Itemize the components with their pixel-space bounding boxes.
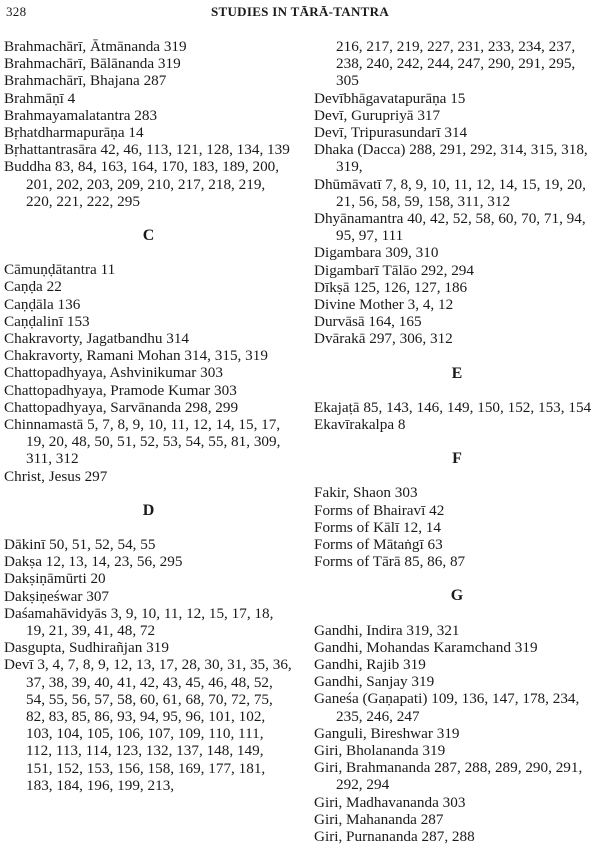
index-section-letter: F [452, 450, 462, 468]
index-entry: Devī, Tripurasundarī 314 [314, 124, 468, 142]
index-section-letter: C [142, 227, 155, 245]
index-entry: Giri, Purnananda 287, 288 [314, 828, 475, 845]
index-entry: Caṇḍa 22 [4, 278, 62, 296]
index-entry: Devī, Gurupriyā 317 [314, 106, 441, 124]
index-entry: Buddha 83, 84, 163, 164, 170, 183, 189, 200, 201, 202, 203, 209, 210, 217, 218, 219, 220, 221, 222, 295 [4, 158, 280, 210]
index-column-right [314, 38, 600, 845]
index-entry: Dhyānamantra 40, 42, 52, 58, 60, 70, 71, 94, 95, 97, 111 [314, 210, 586, 245]
index-section-letter: D [142, 501, 155, 519]
index-entry: Bṛhatdharmapurāṇa 14 [4, 124, 144, 142]
index-entry: Caṇḍalinī 153 [4, 312, 90, 330]
index-entry: Gandhi, Rajib 319 [314, 656, 426, 674]
page-number: 328 [6, 4, 27, 19]
index-entry: Ekavīrakalpa 8 [314, 416, 406, 434]
index-entry: Divine Mother 3, 4, 12 [314, 296, 454, 314]
index-entry: Brahmachārī, Ātmānanda 319 [4, 38, 187, 55]
index-entry: Dakṣiṇāmūrti 20 [4, 570, 106, 588]
index-entry: Devī 3, 4, 7, 8, 9, 12, 13, 17, 28, 30, 31, 35, 36, 37, 38, 39, 40, 41, 42, 43, 45, 46, 48, 52, 54, 55, 56, 57, 58, 60, 61, 68, 70, 72, 75, 82, 83, 85, 86, 93, 94, 95, 96, 101, 102, 103, 104, 105, 106, 107, 109, 110, 111, 112, 113, 114, 123, 132, 137, 148, 149, 151, 152, 153, 156, 158, 169, 177, 181, 183, 184, 196, 199, 213, [4, 656, 292, 794]
index-section-letter: E [451, 364, 463, 382]
index-entry: Gandhi, Sanjay 319 [314, 673, 435, 691]
index-entry: Dakṣiṇeśwar 307 [4, 587, 110, 605]
index-entry: Chakravorty, Jagatbandhu 314 [4, 330, 190, 348]
index-entry: Forms of Bhairavī 42 [314, 501, 445, 519]
index-entry: Giri, Brahmananda 287, 288, 289, 290, 291, 292, 294 [314, 759, 583, 794]
index-entry: Gandhi, Indira 319, 321 [314, 621, 460, 639]
index-entry: Cāmuṇḍātantra 11 [4, 261, 116, 279]
index-entry: Dasgupta, Sudhirañjan 319 [4, 639, 169, 657]
index-entry: Giri, Mahananda 287 [314, 810, 444, 828]
index-entry: Chakravorty, Ramani Mohan 314, 315, 319 [4, 347, 268, 365]
index-entry: Dvārakā 297, 306, 312 [314, 330, 453, 348]
index-entry: Christ, Jesus 297 [4, 467, 108, 485]
index-entry: Ganguli, Bireshwar 319 [314, 724, 460, 742]
index-entry: Durvāsā 164, 165 [314, 313, 422, 331]
index-entry: Dakṣa 12, 13, 14, 23, 56, 295 [4, 553, 183, 571]
index-entry: Digambarī Tālāo 292, 294 [314, 261, 474, 279]
index-entry: Giri, Madhavananda 303 [314, 793, 466, 811]
index-entry: Forms of Kālī 12, 14 [314, 518, 441, 536]
page-header [6, 4, 594, 24]
index-entry: Brahmāṇī 4 [4, 89, 76, 107]
index-entry: Giri, Bholananda 319 [314, 742, 446, 760]
index-entry: Dhūmāvatī 7, 8, 9, 10, 11, 12, 14, 15, 19, 20, 21, 56, 58, 59, 158, 311, 312 [314, 175, 586, 210]
index-entry: Dhaka (Dacca) 288, 291, 292, 314, 315, 318, 319, [314, 141, 588, 176]
index-entry: Dākinī 50, 51, 52, 54, 55 [4, 536, 156, 554]
running-title: STUDIES IN TĀRĀ-TANTRA [210, 4, 390, 19]
index-entry: Brahmayamalatantra 283 [4, 106, 158, 124]
index-entry: Chattopadhyaya, Ashvinikumar 303 [4, 364, 223, 382]
index-entry: Gandhi, Mohandas Karamchand 319 [314, 638, 538, 656]
index-entry: Brahmachārī, Bhajana 287 [4, 72, 167, 90]
index-entry: Bṛhattantrasāra 42, 46, 113, 121, 128, 134, 139 [4, 141, 290, 159]
index-entry: Ekajaṭā 85, 143, 146, 149, 150, 152, 153, 154 [314, 398, 592, 416]
index-entry: Devībhāgavatapurāṇa 15 [314, 89, 466, 107]
index-entry: Dīkṣā 125, 126, 127, 186 [314, 278, 468, 296]
index-entry: Digambara 309, 310 [314, 244, 439, 262]
index-section-letter: G [450, 587, 464, 605]
index-entry: Forms of Mātaṅgī 63 [314, 536, 443, 554]
index-entry: Chattopadhyaya, Pramode Kumar 303 [4, 381, 237, 399]
index-column-left [4, 38, 293, 794]
index-entry: Chinnamastā 5, 7, 8, 9, 10, 11, 12, 14, 15, 17, 19, 20, 48, 50, 51, 52, 53, 54, 55, 81, 309, 311, 312 [4, 416, 281, 468]
index-entry: Fakir, Shaon 303 [314, 484, 418, 502]
index-entry: Chattopadhyaya, Sarvānanda 298, 299 [4, 398, 239, 416]
index-entry: Ganeśa (Gaṇapati) 109, 136, 147, 178, 234, 235, 246, 247 [314, 690, 580, 725]
index-entry: Daśamahāvidyās 3, 9, 10, 11, 12, 15, 17, 18, 19, 21, 39, 41, 48, 72 [4, 604, 274, 640]
index-entry: Forms of Tārā 85, 86, 87 [314, 553, 466, 571]
index-entry: Brahmachārī, Bālānanda 319 [4, 55, 181, 73]
index-entry: Caṇḍāla 136 [4, 295, 81, 313]
index-entry: 216, 217, 219, 227, 231, 233, 234, 237, 238, 240, 242, 244, 247, 290, 291, 295, 305 [336, 38, 576, 90]
